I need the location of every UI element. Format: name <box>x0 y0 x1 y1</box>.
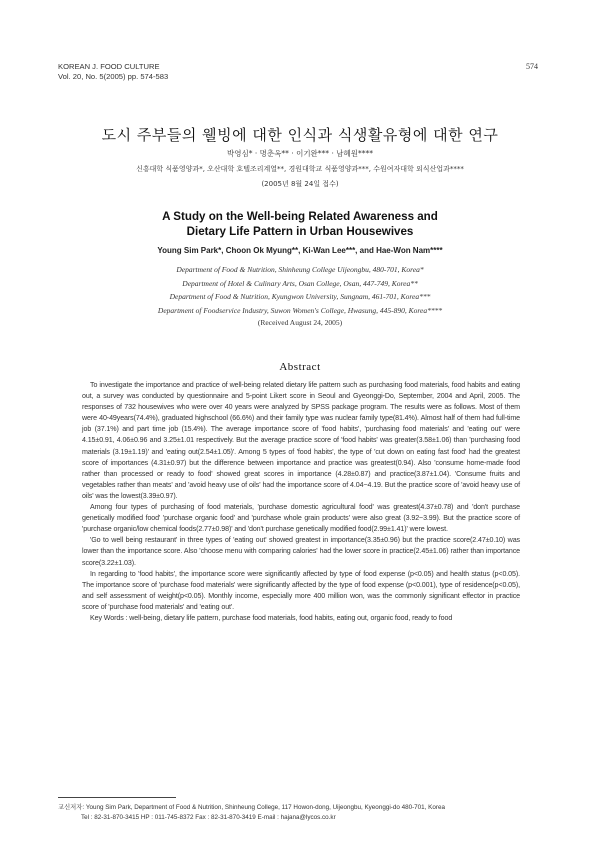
affiliation: Department of Food & Nutrition, Shinheung College Uijeongbu, 480-701, Korea* <box>176 265 424 274</box>
english-title-line-1: A Study on the Well-being Related Awareness and <box>162 210 438 223</box>
korean-authors: 박영심* · 명춘옥** · 이기완*** · 남혜원**** <box>227 149 373 158</box>
journal-header <box>58 62 168 82</box>
page-number: 574 <box>526 62 538 71</box>
abstract-body <box>82 380 520 624</box>
korean-received-date: (2005년 8월 24일 접수) <box>261 180 339 188</box>
affiliation: Department of Food & Nutrition, Kyungwon University, Sungnam, 461-701, Korea*** <box>169 292 431 301</box>
footnote-author-line: 교신저자: Young Sim Park, Department of Food & Nutrition, Shinheung College, 117 Howon-dong, Uijeongbu, Kyeonggi-do 480-701, Korea <box>58 804 445 811</box>
english-authors: Young Sim Park*, Choon Ok Myung**, Ki-Wan Lee***, and Hae-Won Nam**** <box>157 246 443 255</box>
english-affiliations <box>0 263 600 317</box>
key-words: Key Words : well-being, dietary life pattern, purchase food materials, food habits, eating out, organic food, ready to food <box>90 613 453 622</box>
journal-volume: Vol. 20, No. 5(2005) pp. 574-583 <box>58 72 169 81</box>
journal-name: KOREAN J. FOOD CULTURE <box>58 62 160 71</box>
english-title-line-2: Dietary Life Pattern in Urban Housewives <box>186 225 414 238</box>
korean-affiliations: 신흥대학 식품영양과*, 오산대학 호텔조리계열**, 경원대학교 식품영양과***, 수원여자대학 외식산업과**** <box>136 165 464 173</box>
korean-title: 도시 주부들의 웰빙에 대한 인식과 식생활유형에 대한 연구 <box>101 126 499 144</box>
abstract-heading: Abstract <box>279 361 321 373</box>
corresponding-author-footnote <box>58 803 445 822</box>
affiliation: Department of Foodservice Industry, Suwon Women's College, Hwasung, 445-890, Korea**** <box>157 305 443 315</box>
abstract-paragraph: Among four types of purchasing of food materials, 'purchase domestic agricultural food' was greatest(4.37±0.78) and 'don't purchase genetically modified food' 'purchase organic food' and 'purchase whole grain products' were also great (3.92~3.99). But the practice score of 'purchase organic/low chemical foods(2.77±0.98)' and 'don't purchase genetically modified food(2.99±1.41)' were lowest. <box>82 503 520 534</box>
footnote-contact-line: Tel : 82-31-870-3415 HP : 011-745-8372 Fax : 82-31-870-3419 E-mail : hajana@lycos.co.kr <box>81 813 336 821</box>
received-date: (Received August 24, 2005) <box>257 318 343 327</box>
abstract-paragraph: 'Go to well being restaurant' in three types of 'eating out' showed greatest in importance(3.35±0.96) but the practice score(2.47±0.10) was lower than the importance score. Also 'choose menu with comparing calories' had the lower score in practice(2.45±1.06) rather than importance score(3.22±1.03). <box>82 536 520 567</box>
english-title <box>0 209 600 239</box>
abstract-paragraph: In regarding to 'food habits', the importance score were significantly affected by type of food expense (p<0.05) and health status (p<0.05). The importance score of 'purchase food materials' were significantly affected by the type of food expense (p<0.001), type of residence(p<0.05), and self assessment of weight(p<0.05). Monthly income, especially more 400 million won, was the commonly significant effector in practice score of 'purchase food materials' and 'eating out'. <box>82 569 520 611</box>
affiliation: Department of Hotel & Culinary Arts, Osan College, Osan, 447-749, Korea** <box>182 278 418 288</box>
abstract-paragraph: To investigate the importance and practice of well-being related dietary life pattern such as purchasing food materials, food habits and eating out, a survey was conducted by questionnaire and 5-point Likert score in Seoul and Gyeonggi-Do, September, 2004 and April, 2005. The responses of 732 housewives who were over 40 years were analyzed by SPSS package program. The results were as follows. Most of them were 40-49years(74.4%), graduated highschool (66.6%) and their family type was nuclear family type(81.4%). Almost half of them had full-time job (37.1%) and part time job (15.4%). The average importance score of 'food habits', 'purchasing food materials' and 'eating out' were 4.15±0.91, 4.06±0.96 and 3.25±1.01 respectively. But the average practice score of 'food habits' was greater(3.58±1.06) than 'purchasing food materials (3.19±1.19)' and 'eating out(2.54±1.05)'. Among 5 types of 'food habits', the type of 'cut down on eating fast food' had the greatest score of importances (4.31±0.97) but the difference between importance and practice was greatest(0.94). Also 'consume home-made food rather than processed or ready to food' showed great scores in importance (4.28±0.87) and practice(3.87±1.04). 'Consume fruits and vegetables rather than meats' and 'avoid heavy use of oils' had the importance score of 4.04~4.19. But the practice score of 'avoid heavy use of oils' was the lowest(3.39±0.97). <box>82 381 520 500</box>
footnote-rule <box>58 797 176 798</box>
